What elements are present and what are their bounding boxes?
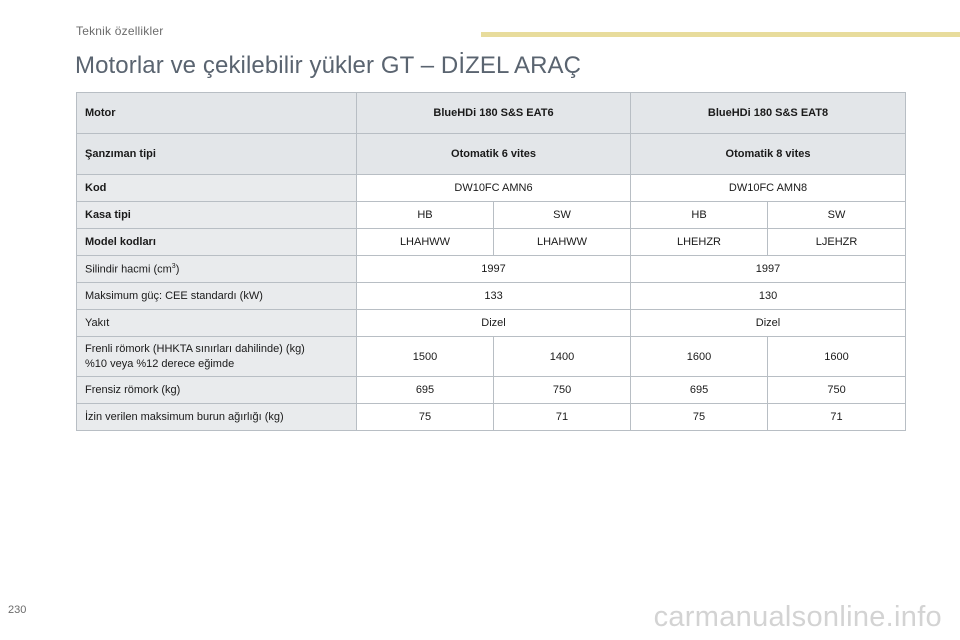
cell-value: SW [768,202,906,229]
cell-value: LHAHWW [494,229,631,256]
watermark: carmanualsonline.info [653,601,942,633]
cell-value: LHAHWW [357,229,494,256]
row-label: Şanzıman tipi [77,134,357,175]
table-row-motor [77,93,906,134]
cell-value: Dizel [631,310,906,337]
header-rule [481,32,960,37]
spec-table [76,92,906,431]
cell-value: 71 [768,404,906,431]
cell-value: SW [494,202,631,229]
engine-eat8-header: BlueHDi 180 S&S EAT8 [631,93,906,134]
cell-value: DW10FC AMN8 [631,175,906,202]
cell-value: 750 [494,377,631,404]
section-header: Teknik özellikler [76,24,164,38]
cell-value: 75 [631,404,768,431]
row-label: Motor [77,93,357,134]
table-row-fuel [77,310,906,337]
row-label-line2: %10 veya %12 derece eğimde [85,357,235,370]
row-label: Kod [77,175,357,202]
cell-value: HB [357,202,494,229]
table-row-nose-weight [77,404,906,431]
cell-value: 130 [631,283,906,310]
row-label: Kasa tipi [77,202,357,229]
row-label [77,256,357,283]
table-row-body-type [77,202,906,229]
cell-value: DW10FC AMN6 [357,175,631,202]
table-row-braked-trailer [77,337,906,377]
table-row-code [77,175,906,202]
table-row-gearbox [77,134,906,175]
row-label: Yakıt [77,310,357,337]
table-row-unbraked-trailer [77,377,906,404]
row-label: Maksimum güç: CEE standardı (kW) [77,283,357,310]
cell-value: Otomatik 6 vites [357,134,631,175]
cell-value: 1600 [768,337,906,377]
row-label: İzin verilen maksimum burun ağırlığı (kg) [77,404,357,431]
cell-value: 1997 [357,256,631,283]
row-label-end: ) [175,263,180,276]
engine-eat6-header: BlueHDi 180 S&S EAT6 [357,93,631,134]
cell-value: 1997 [631,256,906,283]
row-label-superscript: 3 [171,262,176,270]
cell-value: 75 [357,404,494,431]
cell-value: 695 [631,377,768,404]
row-label-text: Silindir hacmi (cm [85,263,172,276]
row-label: Frensiz römork (kg) [77,377,357,404]
table-row-displacement [77,256,906,283]
cell-value: LJEHZR [768,229,906,256]
row-label [77,337,357,377]
cell-value: 1600 [631,337,768,377]
row-label: Model kodları [77,229,357,256]
cell-value: 695 [357,377,494,404]
cell-value: 1500 [357,337,494,377]
cell-value: Otomatik 8 vites [631,134,906,175]
cell-value: 71 [494,404,631,431]
row-label-line1: Frenli römork (HHKTA sınırları dahilinde) (kg) [85,342,305,355]
page-number: 230 [8,604,27,616]
cell-value: LHEHZR [631,229,768,256]
cell-value: 133 [357,283,631,310]
cell-value: Dizel [357,310,631,337]
table-row-max-power [77,283,906,310]
page-title: Motorlar ve çekilebilir yükler GT – DİZEL ARAÇ [75,52,582,79]
cell-value: 750 [768,377,906,404]
table-row-model-codes [77,229,906,256]
cell-value: HB [631,202,768,229]
cell-value: 1400 [494,337,631,377]
